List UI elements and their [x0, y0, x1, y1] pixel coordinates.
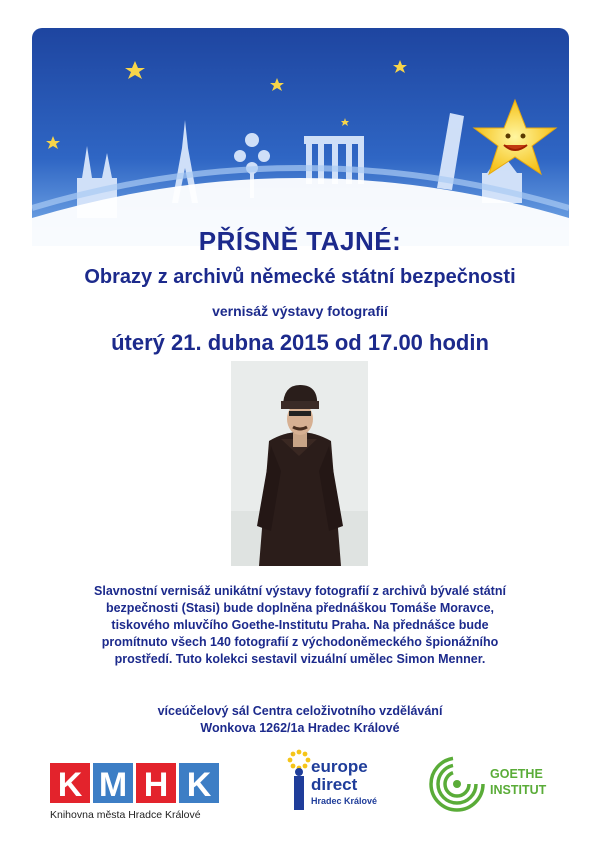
kmhk-caption: Knihovna města Hradce Králové	[50, 809, 201, 821]
kmhk-letter: M	[98, 766, 128, 804]
description-line: promítnuto všech 140 fotografií z východoněmeckého špionážního	[101, 635, 499, 649]
kmhk-letters-graphic	[50, 763, 222, 807]
venue-address: Wonkova 1262/1a Hradec Králové	[200, 721, 400, 735]
event-datetime: úterý 21. dubna 2015 od 17.00 hodin	[111, 330, 489, 355]
header-banner	[32, 28, 569, 246]
goethe-line1: GOETHE	[490, 767, 543, 781]
goethe-rings-icon	[428, 755, 486, 813]
europe-direct-line1: europe	[311, 757, 368, 776]
kmhk-logo	[50, 763, 222, 825]
europe-direct-line2: direct	[311, 775, 358, 794]
goethe-institut-logo	[428, 755, 558, 815]
kmhk-letter: H	[143, 766, 169, 804]
venue-info	[0, 703, 600, 737]
description-line: bezpečnosti (Stasi) bude doplněna přednáškou Tomáše Moravce,	[105, 601, 495, 615]
europe-direct-city: Hradec Králové	[311, 796, 378, 806]
europe-direct-logo	[286, 748, 396, 828]
description-line: tiskového mluvčího Goethe-Institutu Praha. Na přednášce bude	[111, 618, 489, 632]
description-line: prostředí. Tuto kolekci sestavil vizuální umělec Simon Menner.	[114, 652, 486, 666]
goethe-line2: INSTITUT	[490, 783, 547, 797]
page-subtitle: Obrazy z archivů německé státní bezpečnosti	[84, 266, 516, 288]
exhibition-photo	[231, 361, 368, 566]
event-description	[50, 583, 550, 668]
kmhk-letter: K	[186, 766, 212, 804]
event-type: vernisáž výstavy fotografií	[212, 303, 388, 319]
european-landmarks-illustration	[32, 28, 569, 246]
description-line: Slavnostní vernisáž unikátní výstavy fotografií z archivů bývalé státní	[94, 584, 506, 598]
venue-line1: víceúčelový sál Centra celoživotního vzdělávání	[157, 704, 443, 718]
kmhk-letter: K	[57, 766, 83, 804]
eu-stars-icon	[286, 748, 312, 828]
page-title: PŘÍSNĚ TAJNÉ:	[198, 226, 402, 256]
